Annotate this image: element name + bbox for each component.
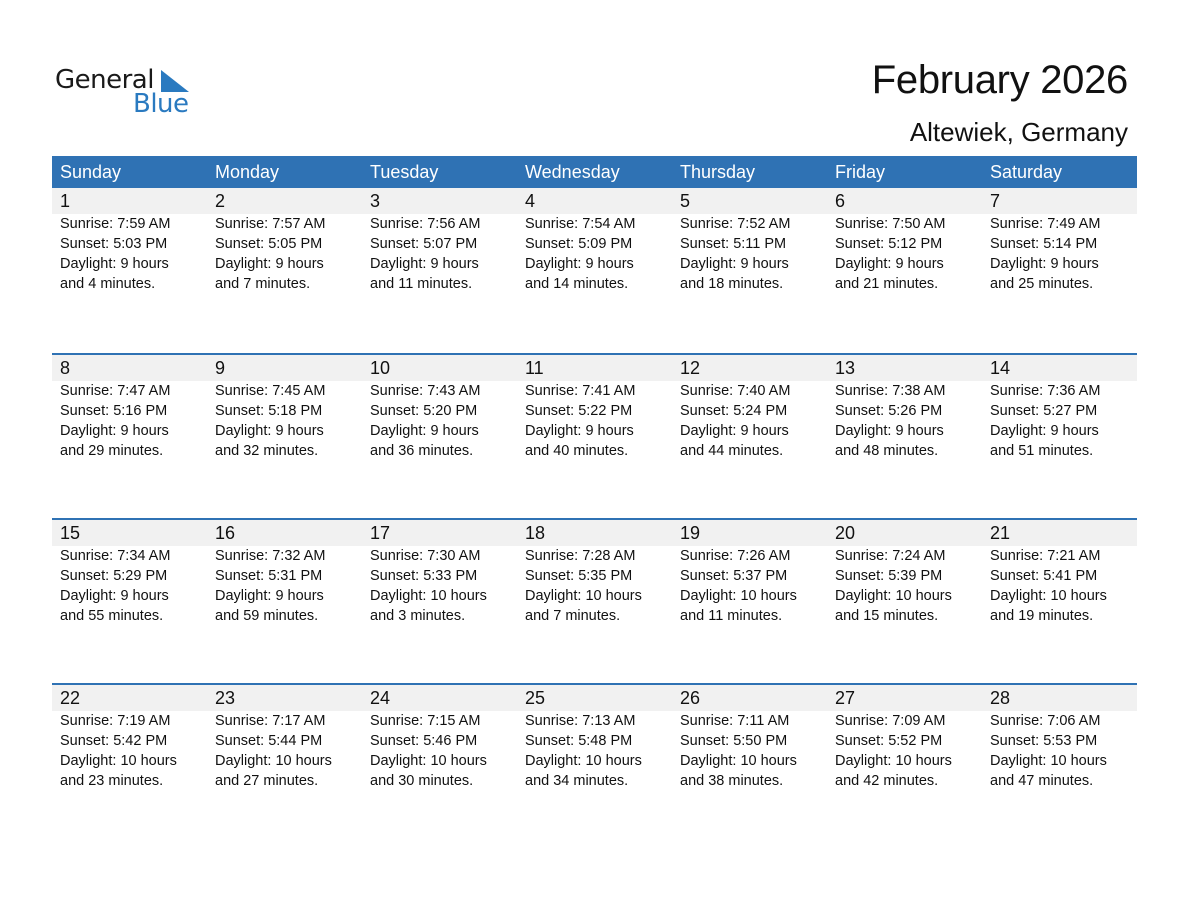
daylight-minutes-text: and 19 minutes. xyxy=(990,608,1094,624)
daylight-minutes-text: and 32 minutes. xyxy=(215,443,319,459)
daylight-minutes-text: and 25 minutes. xyxy=(990,276,1094,292)
day-number: 6 xyxy=(835,191,846,211)
daylight-text: Daylight: 9 hours xyxy=(990,423,1099,439)
weeks-container xyxy=(52,188,1137,848)
day-number: 3 xyxy=(370,191,381,211)
week-grid xyxy=(52,685,1137,791)
daylight-text: Daylight: 9 hours xyxy=(215,256,324,272)
sunrise-text: Sunrise: 7:26 AM xyxy=(680,548,791,564)
sunrise-text: Sunrise: 7:11 AM xyxy=(680,713,790,729)
daylight-text: Daylight: 10 hours xyxy=(680,588,797,604)
week-grid xyxy=(52,520,1137,626)
day-number: 2 xyxy=(215,191,226,211)
day-number: 9 xyxy=(215,358,226,378)
day-cell xyxy=(207,355,362,461)
day-cell xyxy=(207,520,362,626)
sunrise-text: Sunrise: 7:54 AM xyxy=(525,216,636,232)
weekday-saturday: Saturday xyxy=(990,162,1063,182)
sunset-text: Sunset: 5:29 PM xyxy=(60,568,168,584)
day-number: 23 xyxy=(215,688,236,708)
week-row xyxy=(52,518,1137,683)
day-cell xyxy=(827,355,982,461)
daylight-minutes-text: and 4 minutes. xyxy=(60,276,156,292)
logo-text-general: General xyxy=(55,65,154,95)
day-number: 25 xyxy=(525,688,546,708)
daylight-minutes-text: and 40 minutes. xyxy=(525,443,629,459)
daylight-text: Daylight: 10 hours xyxy=(525,588,642,604)
day-number: 13 xyxy=(835,358,856,378)
sunrise-text: Sunrise: 7:52 AM xyxy=(680,216,791,232)
sunrise-text: Sunrise: 7:34 AM xyxy=(60,548,171,564)
sunrise-text: Sunrise: 7:24 AM xyxy=(835,548,946,564)
daylight-text: Daylight: 9 hours xyxy=(60,588,169,604)
sunset-text: Sunset: 5:37 PM xyxy=(680,568,788,584)
daylight-minutes-text: and 23 minutes. xyxy=(60,773,164,789)
page-title: February 2026 xyxy=(871,58,1128,102)
daylight-text: Daylight: 9 hours xyxy=(525,256,634,272)
sunset-text: Sunset: 5:20 PM xyxy=(370,403,478,419)
sunrise-text: Sunrise: 7:36 AM xyxy=(990,383,1101,399)
weekday-tuesday: Tuesday xyxy=(370,162,439,182)
daylight-minutes-text: and 48 minutes. xyxy=(835,443,939,459)
sunset-text: Sunset: 5:18 PM xyxy=(215,403,323,419)
day-cell xyxy=(207,188,362,294)
day-cell xyxy=(672,355,827,461)
day-number: 15 xyxy=(60,523,81,543)
daylight-minutes-text: and 59 minutes. xyxy=(215,608,319,624)
sunrise-text: Sunrise: 7:50 AM xyxy=(835,216,946,232)
sunrise-text: Sunrise: 7:49 AM xyxy=(990,216,1101,232)
daylight-text: Daylight: 9 hours xyxy=(215,423,324,439)
sunset-text: Sunset: 5:46 PM xyxy=(370,733,478,749)
daylight-text: Daylight: 10 hours xyxy=(835,588,952,604)
week-row xyxy=(52,683,1137,848)
daylight-text: Daylight: 10 hours xyxy=(370,588,487,604)
day-number: 17 xyxy=(370,523,391,543)
week-grid xyxy=(52,188,1137,294)
sunset-text: Sunset: 5:05 PM xyxy=(215,236,323,252)
daylight-text: Daylight: 9 hours xyxy=(215,588,324,604)
day-cell xyxy=(982,685,1137,791)
sunset-text: Sunset: 5:24 PM xyxy=(680,403,788,419)
day-cell xyxy=(827,188,982,294)
day-number: 20 xyxy=(835,523,856,543)
sunset-text: Sunset: 5:11 PM xyxy=(680,236,787,252)
sunrise-text: Sunrise: 7:30 AM xyxy=(370,548,481,564)
day-number: 10 xyxy=(370,358,391,378)
daylight-text: Daylight: 9 hours xyxy=(60,256,169,272)
sunrise-text: Sunrise: 7:17 AM xyxy=(215,713,326,729)
daylight-text: Daylight: 9 hours xyxy=(835,423,944,439)
day-number: 28 xyxy=(990,688,1011,708)
daylight-minutes-text: and 44 minutes. xyxy=(680,443,784,459)
daylight-minutes-text: and 30 minutes. xyxy=(370,773,474,789)
sunrise-text: Sunrise: 7:19 AM xyxy=(60,713,171,729)
daylight-minutes-text: and 38 minutes. xyxy=(680,773,784,789)
daylight-text: Daylight: 10 hours xyxy=(525,753,642,769)
daylight-text: Daylight: 9 hours xyxy=(370,256,479,272)
sunrise-text: Sunrise: 7:21 AM xyxy=(990,548,1101,564)
daylight-minutes-text: and 55 minutes. xyxy=(60,608,164,624)
sunrise-text: Sunrise: 7:13 AM xyxy=(525,713,636,729)
day-number: 21 xyxy=(990,523,1011,543)
weekday-header xyxy=(52,156,1137,188)
logo xyxy=(55,64,195,120)
weekday-wednesday: Wednesday xyxy=(525,162,620,182)
daylight-text: Daylight: 10 hours xyxy=(990,753,1107,769)
daylight-minutes-text: and 34 minutes. xyxy=(525,773,629,789)
sunrise-text: Sunrise: 7:09 AM xyxy=(835,713,946,729)
daylight-text: Daylight: 9 hours xyxy=(60,423,169,439)
sunset-text: Sunset: 5:31 PM xyxy=(215,568,323,584)
day-cell xyxy=(517,188,672,294)
daylight-minutes-text: and 42 minutes. xyxy=(835,773,939,789)
daylight-minutes-text: and 29 minutes. xyxy=(60,443,164,459)
daylight-text: Daylight: 10 hours xyxy=(835,753,952,769)
day-cell xyxy=(982,188,1137,294)
sunset-text: Sunset: 5:44 PM xyxy=(215,733,323,749)
sunrise-text: Sunrise: 7:45 AM xyxy=(215,383,326,399)
day-number: 12 xyxy=(680,358,701,378)
week-row xyxy=(52,353,1137,518)
day-cell xyxy=(672,520,827,626)
day-cell xyxy=(52,520,207,626)
day-cell xyxy=(362,188,517,294)
daylight-minutes-text: and 18 minutes. xyxy=(680,276,784,292)
sunrise-text: Sunrise: 7:57 AM xyxy=(215,216,326,232)
week-row xyxy=(52,188,1137,353)
day-number: 4 xyxy=(525,191,536,211)
day-number: 24 xyxy=(370,688,391,708)
day-cell xyxy=(517,355,672,461)
daylight-text: Daylight: 10 hours xyxy=(60,753,177,769)
day-cell xyxy=(827,685,982,791)
day-cell xyxy=(362,520,517,626)
daylight-text: Daylight: 9 hours xyxy=(525,423,634,439)
day-cell xyxy=(52,355,207,461)
daylight-text: Daylight: 10 hours xyxy=(370,753,487,769)
daylight-minutes-text: and 27 minutes. xyxy=(215,773,319,789)
day-number: 16 xyxy=(215,523,236,543)
sunrise-text: Sunrise: 7:41 AM xyxy=(525,383,636,399)
weekday-thursday: Thursday xyxy=(680,162,756,182)
daylight-minutes-text: and 47 minutes. xyxy=(990,773,1094,789)
sunset-text: Sunset: 5:33 PM xyxy=(370,568,478,584)
sunrise-text: Sunrise: 7:59 AM xyxy=(60,216,171,232)
sunset-text: Sunset: 5:07 PM xyxy=(370,236,478,252)
day-cell xyxy=(827,520,982,626)
sunset-text: Sunset: 5:48 PM xyxy=(525,733,633,749)
sunset-text: Sunset: 5:27 PM xyxy=(990,403,1098,419)
sunset-text: Sunset: 5:03 PM xyxy=(60,236,168,252)
weekday-sunday: Sunday xyxy=(60,162,122,182)
daylight-minutes-text: and 11 minutes. xyxy=(680,608,783,624)
daylight-minutes-text: and 3 minutes. xyxy=(370,608,466,624)
weekday-friday: Friday xyxy=(835,162,886,182)
sunrise-text: Sunrise: 7:56 AM xyxy=(370,216,481,232)
daylight-text: Daylight: 10 hours xyxy=(990,588,1107,604)
sunrise-text: Sunrise: 7:32 AM xyxy=(215,548,326,564)
daylight-text: Daylight: 10 hours xyxy=(215,753,332,769)
day-number: 18 xyxy=(525,523,546,543)
sunset-text: Sunset: 5:42 PM xyxy=(60,733,168,749)
daylight-text: Daylight: 9 hours xyxy=(680,256,789,272)
day-number: 5 xyxy=(680,191,691,211)
location-subtitle: Altewiek, Germany xyxy=(909,117,1128,147)
logo-text-blue: Blue xyxy=(133,89,189,119)
sunset-text: Sunset: 5:14 PM xyxy=(990,236,1098,252)
day-number: 7 xyxy=(990,191,1001,211)
daylight-text: Daylight: 10 hours xyxy=(680,753,797,769)
day-number: 8 xyxy=(60,358,71,378)
day-cell xyxy=(517,520,672,626)
day-number: 11 xyxy=(525,358,544,378)
sunset-text: Sunset: 5:50 PM xyxy=(680,733,788,749)
daylight-minutes-text: and 36 minutes. xyxy=(370,443,474,459)
day-cell xyxy=(362,685,517,791)
daylight-minutes-text: and 21 minutes. xyxy=(835,276,939,292)
sunrise-text: Sunrise: 7:28 AM xyxy=(525,548,636,564)
sunset-text: Sunset: 5:22 PM xyxy=(525,403,633,419)
sunrise-text: Sunrise: 7:47 AM xyxy=(60,383,171,399)
day-number: 14 xyxy=(990,358,1011,378)
sunset-text: Sunset: 5:12 PM xyxy=(835,236,943,252)
daylight-minutes-text: and 11 minutes. xyxy=(370,276,473,292)
sunset-text: Sunset: 5:26 PM xyxy=(835,403,943,419)
sunset-text: Sunset: 5:52 PM xyxy=(835,733,943,749)
day-cell xyxy=(362,355,517,461)
day-cell xyxy=(982,355,1137,461)
day-cell xyxy=(672,685,827,791)
day-cell xyxy=(52,188,207,294)
sunset-text: Sunset: 5:35 PM xyxy=(525,568,633,584)
daylight-text: Daylight: 9 hours xyxy=(680,423,789,439)
day-number: 26 xyxy=(680,688,701,708)
day-cell xyxy=(52,685,207,791)
day-number: 27 xyxy=(835,688,856,708)
sunrise-text: Sunrise: 7:38 AM xyxy=(835,383,946,399)
day-number: 19 xyxy=(680,523,701,543)
sunrise-text: Sunrise: 7:06 AM xyxy=(990,713,1101,729)
sunset-text: Sunset: 5:09 PM xyxy=(525,236,633,252)
day-cell xyxy=(982,520,1137,626)
weekday-monday: Monday xyxy=(215,162,280,182)
daylight-text: Daylight: 9 hours xyxy=(835,256,944,272)
daylight-text: Daylight: 9 hours xyxy=(370,423,479,439)
day-cell xyxy=(672,188,827,294)
daylight-minutes-text: and 7 minutes. xyxy=(215,276,311,292)
sunset-text: Sunset: 5:41 PM xyxy=(990,568,1098,584)
sunrise-text: Sunrise: 7:43 AM xyxy=(370,383,481,399)
day-number: 1 xyxy=(60,191,71,211)
sunrise-text: Sunrise: 7:15 AM xyxy=(370,713,481,729)
daylight-minutes-text: and 51 minutes. xyxy=(990,443,1094,459)
week-grid xyxy=(52,355,1137,461)
daylight-text: Daylight: 9 hours xyxy=(990,256,1099,272)
calendar xyxy=(52,156,1137,848)
sunset-text: Sunset: 5:39 PM xyxy=(835,568,943,584)
sunset-text: Sunset: 5:53 PM xyxy=(990,733,1098,749)
daylight-minutes-text: and 15 minutes. xyxy=(835,608,939,624)
sunrise-text: Sunrise: 7:40 AM xyxy=(680,383,791,399)
daylight-minutes-text: and 7 minutes. xyxy=(525,608,621,624)
day-number: 22 xyxy=(60,688,81,708)
day-cell xyxy=(517,685,672,791)
day-cell xyxy=(207,685,362,791)
sunset-text: Sunset: 5:16 PM xyxy=(60,403,168,419)
daylight-minutes-text: and 14 minutes. xyxy=(525,276,629,292)
